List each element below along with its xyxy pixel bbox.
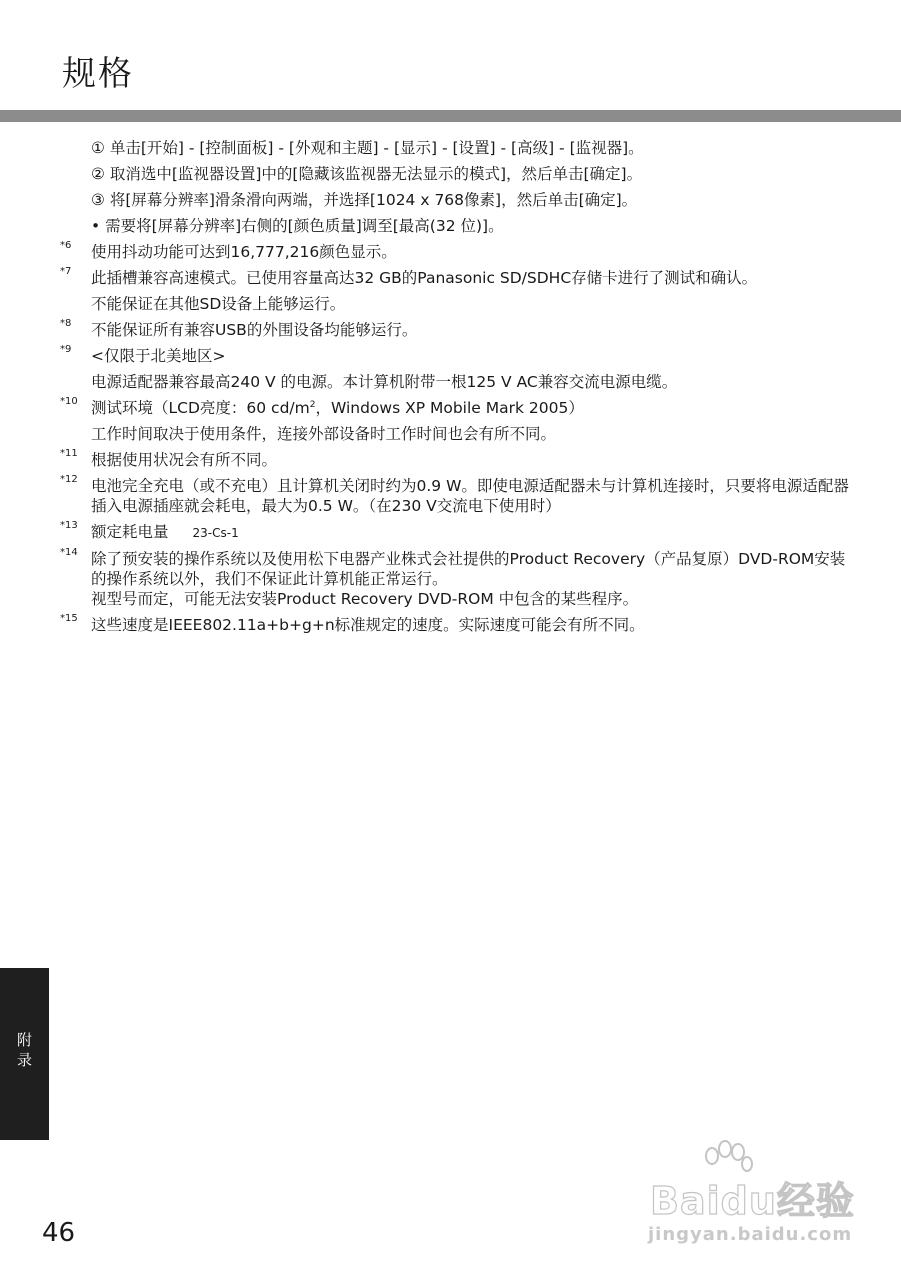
footnote-12 xyxy=(60,476,850,516)
step-bullet: • 需要将[屏幕分辨率]右侧的[颜色质量]调至[最高(32 位)]。 xyxy=(91,217,504,235)
footnote-mark: *12 xyxy=(60,474,78,485)
footnote-mark: *9 xyxy=(60,344,72,355)
title-rule xyxy=(0,110,901,122)
footnote-mark: *6 xyxy=(60,240,72,251)
model-code: 23-Cs-1 xyxy=(192,526,239,540)
footnote-text: 电池完全充电（或不充电）且计算机关闭时约为0.9 W。即使电源适配器未与计算机连接时，只要将电源适配器插入电源插座就会耗电，最大为0.5 W。（在230 V交流电下使用时） xyxy=(91,477,849,515)
footnote-10 xyxy=(60,398,850,444)
footnote-text: 使用抖动功能可达到16,777,216颜色显示。 xyxy=(91,243,397,261)
footnote-text: <仅限于北美地区> xyxy=(91,347,226,365)
footnote-mark: *13 xyxy=(60,520,78,531)
footnote-text: 这些速度是IEEE802.11a+b+g+n标准规定的速度。实际速度可能会有所不同。 xyxy=(91,616,645,634)
footnote-mark: *11 xyxy=(60,448,78,459)
footnote-text-part: 额定耗电量 xyxy=(91,523,169,541)
footnote-subtext: 不能保证在其他SD设备上能够运行。 xyxy=(91,295,346,313)
page-title: 规格 xyxy=(62,54,134,94)
footnote-9 xyxy=(60,346,850,392)
watermark-url: jingyan.baidu.com xyxy=(648,1224,853,1245)
footnote-subtext: 视型号而定，可能无法安装Product Recovery DVD-ROM 中包含的某些程序。 xyxy=(91,590,639,608)
step-1: ① 单击[开始] - [控制面板] - [外观和主题] - [显示] - [设置] - [高级] - [监视器]。 xyxy=(91,139,644,157)
superscript: 2 xyxy=(309,399,316,410)
footnote-mark: *7 xyxy=(60,266,72,277)
page-number: 46 xyxy=(42,1218,76,1248)
side-tab-char: 附 xyxy=(16,1031,32,1049)
footnote-mark: *14 xyxy=(60,547,78,558)
footnote-text xyxy=(91,398,850,418)
footnote-mark: *8 xyxy=(60,318,72,329)
footnote-text: 此插槽兼容高速模式。已使用容量高达32 GB的Panasonic SD/SDHC存储卡进行了测试和确认。 xyxy=(91,269,758,287)
footnote-text: 除了预安装的操作系统以及使用松下电器产业株式会社提供的Product Recovery（产品复原）DVD-ROM安装的操作系统以外，我们不保证此计算机能正常运行。 xyxy=(91,550,846,588)
footnote-mark: *15 xyxy=(60,613,78,624)
side-tab-char: 录 xyxy=(16,1051,32,1069)
section-side-tab xyxy=(0,968,49,1140)
baidu-watermark xyxy=(640,1140,880,1260)
footnote-11 xyxy=(60,450,850,470)
step-3: ③ 将[屏幕分辨率]滑条滑向两端，并选择[1024 x 768像素]，然后单击[确定]。 xyxy=(91,191,638,209)
footnote-subtext: 工作时间取决于使用条件，连接外部设备时工作时间也会有所不同。 xyxy=(91,425,557,443)
spec-notes xyxy=(60,138,850,641)
footnote-13 xyxy=(60,522,850,543)
footnote-text: 不能保证所有兼容USB的外围设备均能够运行。 xyxy=(91,321,418,339)
footnote-text: 根据使用状况会有所不同。 xyxy=(91,451,278,469)
footnote-6 xyxy=(60,242,850,262)
footnote-15 xyxy=(60,615,850,635)
footnote-mark: *10 xyxy=(60,396,78,407)
side-tab-label xyxy=(0,1030,49,1070)
footnote-7 xyxy=(60,268,850,314)
watermark-logo: Baidu经验 xyxy=(650,1179,855,1223)
footnote-text-part: 测试环境（LCD亮度：60 cd/m xyxy=(91,399,310,417)
footnote-8 xyxy=(60,320,850,340)
footnote-subtext: 电源适配器兼容最高240 V 的电源。本计算机附带一根125 V AC兼容交流电源电缆。 xyxy=(91,373,678,391)
footnote-text xyxy=(91,522,850,543)
footnote-text-part: ，Windows XP Mobile Mark 2005） xyxy=(315,399,584,417)
footnote-14 xyxy=(60,549,850,609)
step-2: ② 取消选中[监视器设置]中的[隐藏该监视器无法显示的模式]，然后单击[确定]。 xyxy=(91,165,643,183)
